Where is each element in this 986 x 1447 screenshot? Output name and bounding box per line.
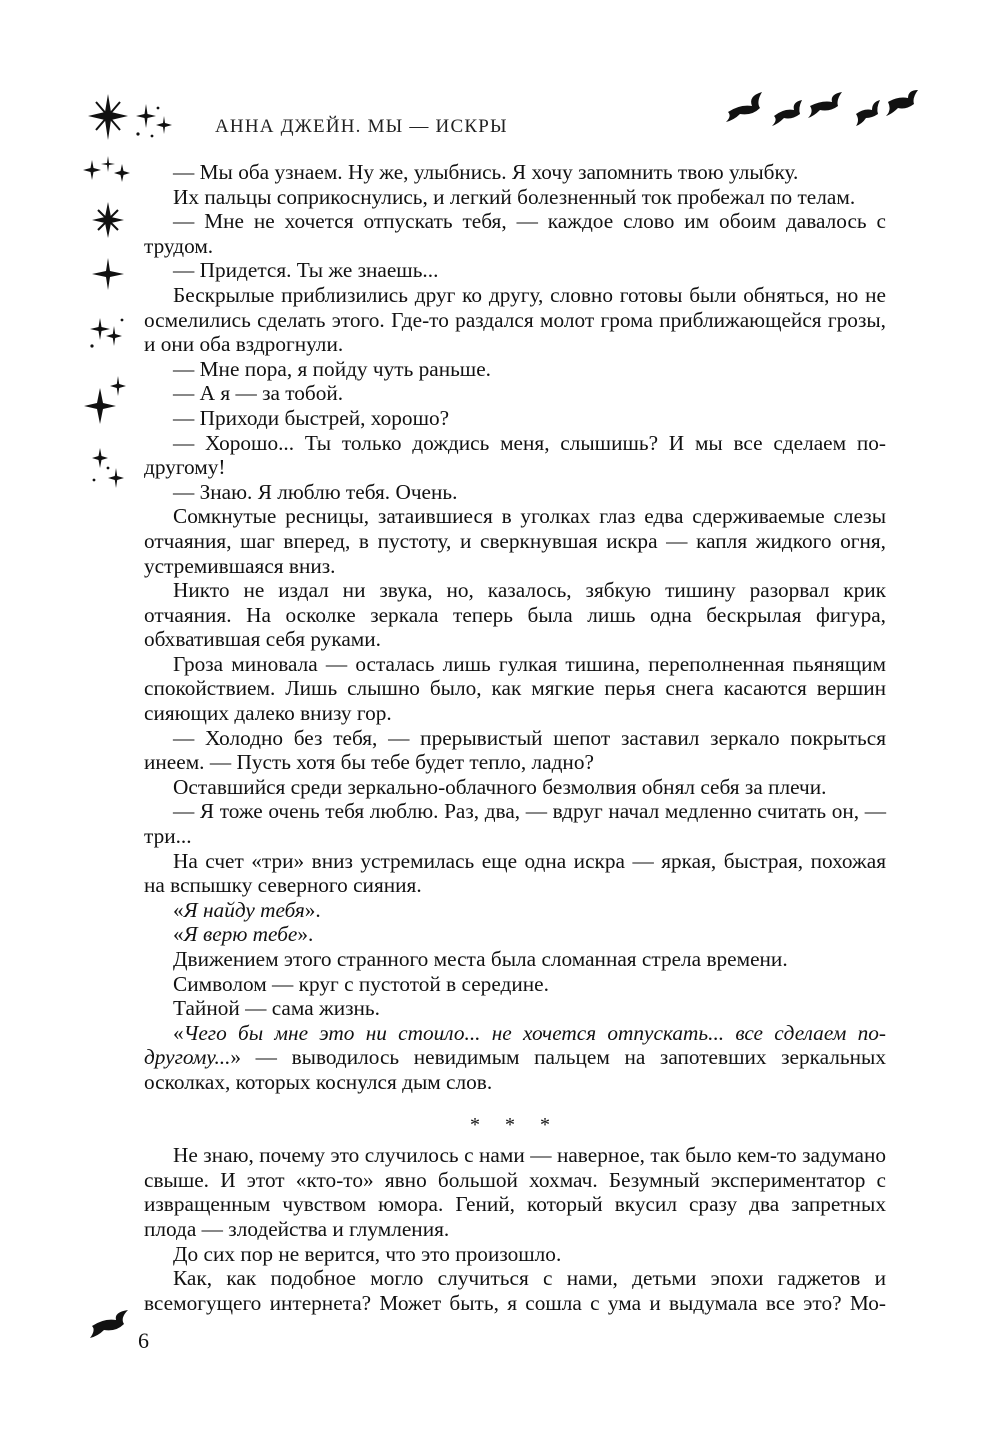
text-run: Никто не издал ни звука, но, казалось, зябкую тишину разорвал крик отчаяния. На осколке зеркала теперь была лишь одна бескрылая фигура, обхватившая себя руками. xyxy=(144,578,886,652)
paragraph xyxy=(144,799,886,848)
text-run: — Мы оба узнаем. Ну же, улыбнись. Я хочу запомнить твою улыбку. xyxy=(173,160,799,184)
paragraph xyxy=(144,1242,886,1267)
text-run: « xyxy=(173,897,184,922)
paragraph xyxy=(144,258,886,283)
paragraph xyxy=(144,898,886,923)
paragraph xyxy=(144,406,886,431)
text-run: — Я тоже очень тебя люблю. Раз, два, — вдруг начал медленно считать он, — три... xyxy=(144,799,886,849)
text-run: — Мне не хочется отпускать тебя, — каждое слово им обоим давалось с трудом. xyxy=(144,209,886,258)
text-run: — А я — за тобой. xyxy=(173,381,344,406)
paragraph xyxy=(144,160,886,185)
running-title: АННА ДЖЕЙН. МЫ — ИСКРЫ xyxy=(215,116,508,137)
paragraph xyxy=(144,185,886,210)
paragraph xyxy=(144,972,886,997)
text-run: Движением этого странного места была сломанная стрела времени. xyxy=(173,947,788,971)
paragraph xyxy=(144,1021,886,1095)
paragraph xyxy=(144,922,886,947)
paragraph xyxy=(144,849,886,898)
text-run: Символом — круг с пустотой в середине. xyxy=(173,971,549,996)
text-run: « xyxy=(173,1020,184,1045)
paragraph xyxy=(144,652,886,726)
paragraph xyxy=(144,726,886,775)
sparkle-stars-icon xyxy=(86,90,186,148)
paragraph xyxy=(144,504,886,578)
italic-text: Я найду тебя xyxy=(183,897,305,922)
text-run: Не знаю, почему это случилось с нами — наверное, так было кем-то задумано свыше. И этот «кто-то» явно большой хохмач. Безумный экспериментатор с извращенным чувством юмора. Гений, который вкусил сразу два запретных плода — злодейства и глумления. xyxy=(144,1143,886,1241)
paragraph xyxy=(144,381,886,406)
text-run: Бескрылые приблизились друг ко другу, словно готовы были обняться, но не осмелились сделать этого. Где-то раздался молот грома приближающейся грозы, и они оба вздрогнули. xyxy=(144,282,886,357)
paragraph-list xyxy=(144,160,886,1095)
paragraph xyxy=(144,431,886,480)
paragraph xyxy=(144,578,886,652)
paragraph xyxy=(144,947,886,972)
paragraph xyxy=(144,996,886,1021)
text-run: Сомкнутые ресницы, затаившиеся в уголках глаз едва сдерживаемые слезы отчаяния, шаг вперед, в пустоту, и сверкнувшая искра — капля жидкого огня, устремившаяся вниз. xyxy=(144,504,886,578)
text-run: — Знаю. Я люблю тебя. Очень. xyxy=(173,479,458,504)
text-run: Их пальцы соприкоснулись, и легкий болезненный ток пробежал по телам. xyxy=(173,184,856,209)
sparkle-stars-icon xyxy=(80,150,136,495)
paragraph xyxy=(144,480,886,505)
text-run: « xyxy=(173,922,184,947)
text-run: — Холодно без тебя, — прерывистый шепот заставил зеркало покрыться инеем. — Пусть хотя бы тебе будет тепло, ладно? xyxy=(144,725,886,775)
swallow-icon xyxy=(88,1308,132,1338)
page-number: 6 xyxy=(138,1328,149,1353)
paragraph xyxy=(144,1143,886,1241)
italic-text: Я верю тебе xyxy=(183,922,298,947)
paragraph xyxy=(144,209,886,258)
scene-separator: * * * xyxy=(470,1113,560,1136)
italic-text: Чего бы мне это ни стоило... не хочется отпускать... все сделаем по-другому... xyxy=(144,1020,886,1070)
text-run: На счет «три» вниз устремилась еще одна искра — яркая, быстрая, похожая на вспышку северного сияния. xyxy=(144,848,886,898)
text-run: Оставшийся среди зеркально-облачного безмолвия обнял себя за плечи. xyxy=(173,774,827,799)
paragraph xyxy=(144,283,886,357)
paragraph xyxy=(144,357,886,382)
text-run: — Придется. Ты же знаешь... xyxy=(173,258,439,283)
text-run: — Хорошо... Ты только дождись меня, слышишь? И мы все сделаем по-другому! xyxy=(144,430,886,480)
text-run: — Мне пора, я пойду чуть раньше. xyxy=(173,356,491,381)
text-run: Как, как подобное могло случиться с нами, детьми эпохи гаджетов и всемогущего интернета? Может быть, я сошла с ума и выдумала все это? Мо- xyxy=(144,1266,886,1315)
text-run: ». xyxy=(297,922,314,947)
text-run: До сих пор не верится, что это произошло. xyxy=(173,1241,562,1266)
text-run: » — выводилось невидимым пальцем на запотевших зеркальных осколках, которых коснулся дым слов. xyxy=(144,1045,886,1094)
paragraph xyxy=(144,1266,886,1315)
flying-swallows-icon xyxy=(722,88,922,130)
text-run: — Приходи быстрей, хорошо? xyxy=(173,405,450,430)
body-text xyxy=(144,160,886,1315)
text-run: ». xyxy=(304,897,321,922)
paragraph-list-after xyxy=(144,1143,886,1315)
paragraph xyxy=(144,775,886,800)
text-run: Гроза миновала — осталась лишь гулкая тишина, переполненная пьянящим спокойствием. Лишь слышно было, как мягкие перья снега касаются вершин сияющих далеко внизу гор. xyxy=(144,651,886,726)
text-run: Тайной — сама жизнь. xyxy=(173,996,380,1021)
